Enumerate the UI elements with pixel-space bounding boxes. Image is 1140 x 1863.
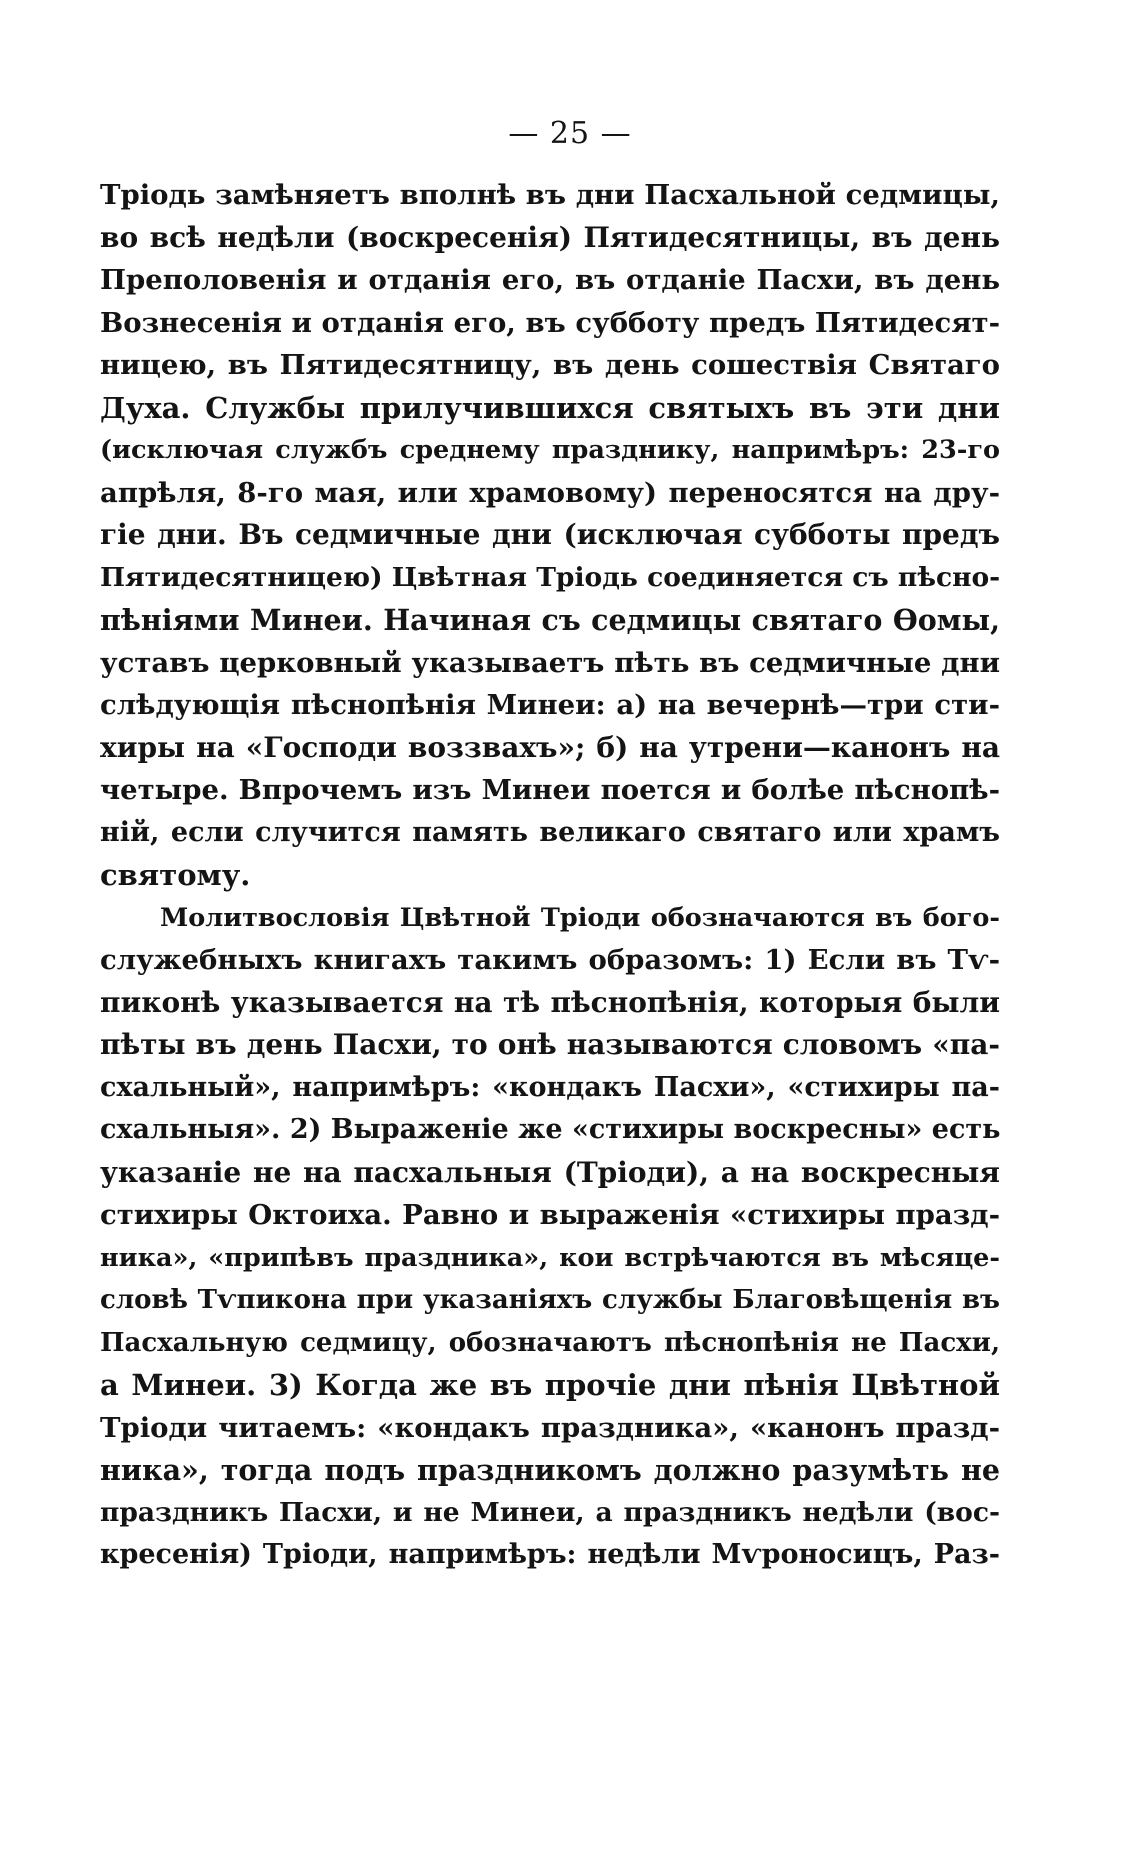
text-line: а Минеи. 3) Когда же въ прочіе дни пѣнія Цвѣтной [100,1368,1000,1402]
text-line: ника», тогда подъ праздникомъ должно разумѣть не [100,1453,1000,1487]
text-line: слѣдующія пѣснопѣнія Минеи: а) на вечернѣ—три сти- [100,689,1000,721]
text-line: хиры на «Господи воззвахъ»; б) на утрени—канонъ на [100,730,1000,764]
text-line: праздникъ Пасхи, и не Минеи, а праздникъ недѣли (вос- [100,1496,1000,1528]
text-line: пиконѣ указывается на тѣ пѣснопѣнія, которыя были [100,985,1000,1019]
text-line: указаніе не на пасхальныя (Тріоди), а на воскресныя [100,1155,1000,1189]
text-line: уставъ церковный указываетъ пѣть въ седмичные дни [100,646,1000,679]
text-line: Пятидесятницею) Цвѣтная Тріодь соединяется съ пѣсно- [100,561,1001,593]
text-line: пѣты въ день Пасхи, то онѣ называются словомъ «па- [100,1028,1000,1061]
body-text [100,174,1000,1577]
text-line: схальный», напримѣръ: «кондакъ Пасхи», «стихиры па- [100,1071,1000,1103]
text-line: Тріоди читаемъ: «кондакъ праздника», «канонъ празд- [100,1411,1000,1444]
text-line: Вознесенія и отданія его, въ субботу предъ Пятидесят- [100,306,1000,339]
text-line: ній, если случится память великаго святаго или храмъ [100,816,1000,848]
text-line: кресенія) Тріоди, напримѣръ: недѣли Мѵроносицъ, Раз- [100,1539,1000,1570]
text-line: святому. [100,858,251,892]
text-line: Пасхальную седмицу, обозначаютъ пѣснопѣнія не Пасхи, [100,1327,1000,1358]
text-line: Тріодь замѣняетъ вполнѣ въ дни Пасхальной седмицы, [100,179,1000,211]
text-line: (исключая службъ среднему празднику, напримѣръ: 23-го [100,435,1000,465]
text-line: Молитвословія Цвѣтной Тріоди обозначаются въ бого- [160,902,1000,933]
paragraph-1 [100,174,1000,897]
text-line: ницею, въ Пятидесятницу, въ день сошествія Святаго [100,349,1000,381]
text-line: во всѣ недѣли (воскресенія) Пятидесятницы, въ день [100,220,1000,254]
text-line: ника», «припѣвъ праздника», кои встрѣчаются въ мѣсяце- [100,1242,1000,1273]
text-line: словѣ Тѵпикона при указаніяхъ службы Благовѣщенія въ [100,1285,1000,1315]
text-line: апрѣля, 8-го мая, или храмовому) переносятся на дру- [100,476,1000,509]
text-line: Преполовенія и отданія его, въ отданіе Пасхи, въ день [100,264,1000,296]
text-line: Духа. Службы прилучившихся святыхъ въ эти дни [100,390,1000,425]
text-line: схальныя». 2) Выраженіе же «стихиры воскресны» есть [100,1114,1001,1145]
text-line: пѣніями Минеи. Начиная съ седмицы святаго Ѳомы, [100,603,1000,637]
text-line: четыре. Впрочемъ изъ Минеи поется и болѣе пѣснопѣ- [100,774,1000,806]
text-line: служебныхъ книгахъ такимъ образомъ: 1) Если въ Тѵ- [100,944,1000,976]
text-line: стихиры Октоиха. Равно и выраженія «стихиры празд- [100,1199,1000,1231]
page-number: — 25 — [508,116,632,151]
text-line: гіе дни. Въ седмичные дни (исключая субботы предъ [100,518,1000,551]
paragraph-2 [100,897,1000,1577]
